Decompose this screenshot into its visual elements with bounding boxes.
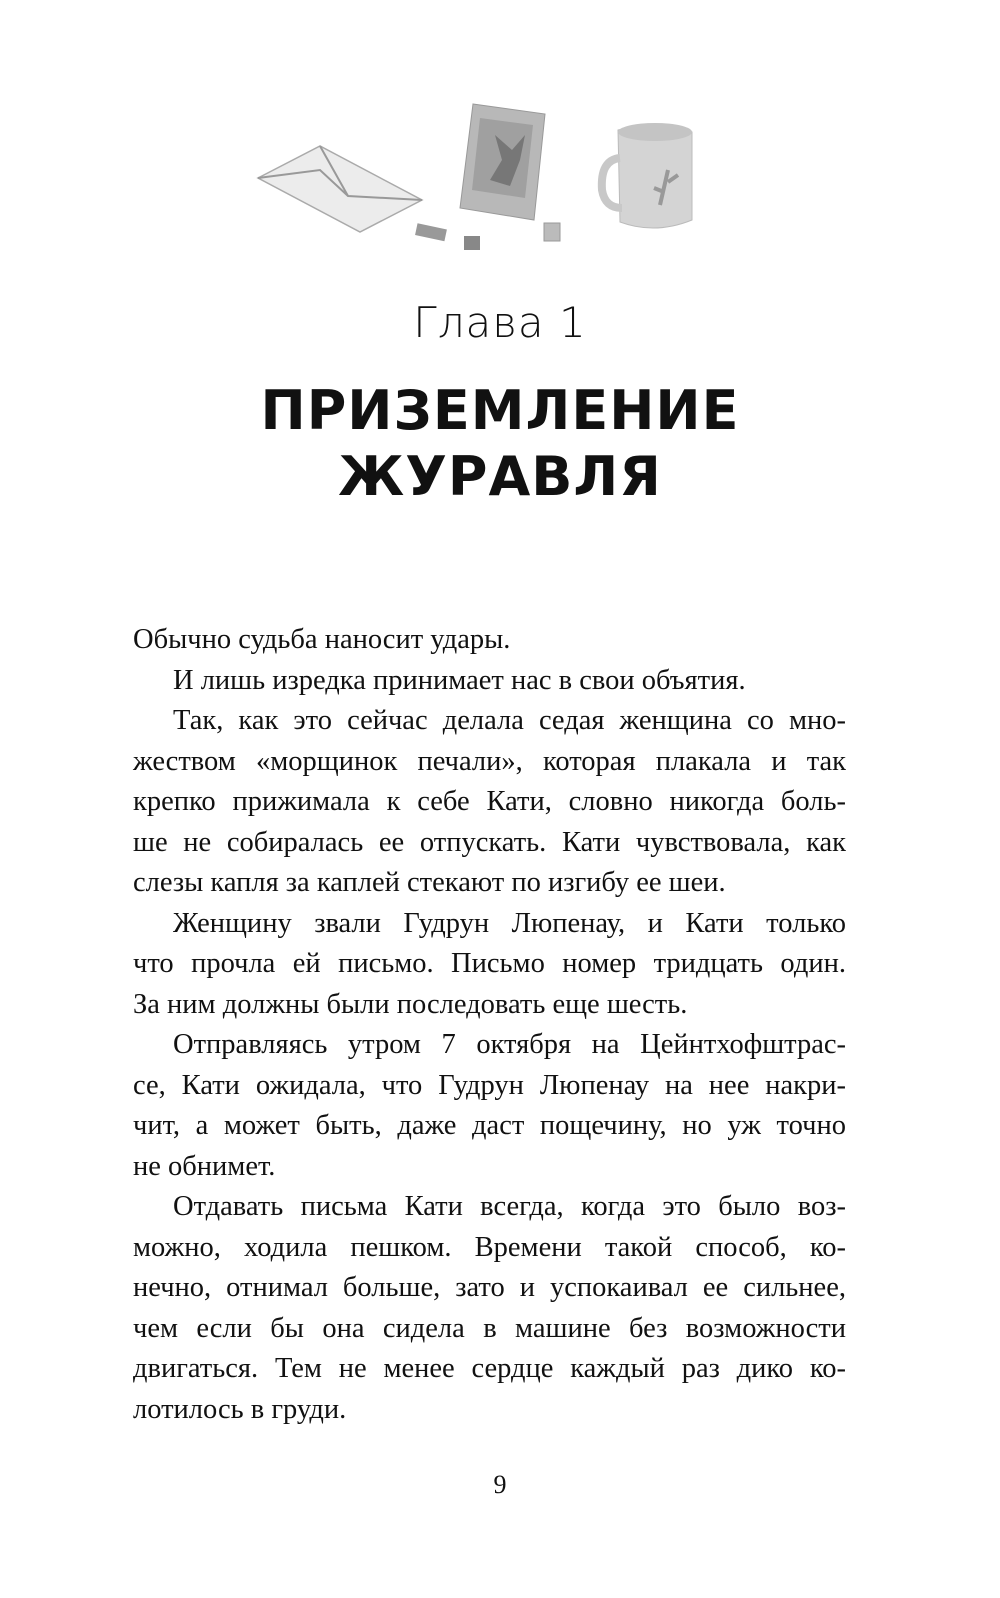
paragraph (133, 701, 846, 904)
text-line: лотилось в груди. (133, 1393, 347, 1425)
chapter-title (0, 378, 1000, 510)
text-line: Так, как это сейчас делала седая женщина со мно- (173, 705, 846, 736)
text-line: се, Кати ожидала, что Гудрун Люпенау на нее накри- (133, 1069, 846, 1101)
chapter-title-line: ЖУРАВЛЯ (338, 445, 662, 508)
chapter-number: Глава 1 (413, 298, 587, 347)
body-text (133, 620, 846, 1430)
mug-icon (602, 123, 692, 228)
paragraph (133, 661, 846, 702)
chapter-title-line: ПРИЗЕМЛЕНИЕ (260, 379, 740, 442)
paragraph (133, 1187, 846, 1430)
picture-frame-icon (460, 104, 545, 220)
text-line: нечно, отнимал больше, зато и успокаивал ее сильнее, (133, 1272, 846, 1303)
text-line: можно, ходила пешком. Времени такой способ, ко- (133, 1231, 846, 1263)
text-line: чем если бы она сидела в машине без возможности (133, 1312, 846, 1344)
small-items-icon (415, 223, 560, 250)
text-line: Отправляясь утром 7 октября на Цейнтхофштрас- (173, 1029, 846, 1060)
text-line: двигаться. Тем не менее сердце каждый раз дико ко- (133, 1353, 846, 1384)
text-line: чит, а может быть, даже даст пощечину, но уж точно (133, 1110, 846, 1141)
text-line: слезы капля за каплей стекают по изгибу ее шеи. (133, 867, 726, 898)
text-line: Обычно судьба наносит удары. (133, 624, 511, 655)
text-line: не обнимет. (133, 1150, 276, 1182)
text-line: Женщину звали Гудрун Люпенау, и Кати только (173, 907, 846, 939)
text-line: И лишь изредка принимает нас в свои объятия. (173, 664, 746, 696)
text-line: жеством «морщинок печали», которая плакала и так (133, 745, 846, 777)
text-line: Отдавать письма Кати всегда, когда это было воз- (173, 1191, 846, 1222)
chapter-illustration (240, 90, 740, 270)
text-line: ше не собиралась ее отпускать. Кати чувствовала, как (133, 826, 846, 858)
envelope-icon (258, 146, 422, 232)
page-number: 9 (493, 1470, 507, 1499)
paragraph (133, 1025, 846, 1187)
paragraph (133, 904, 846, 1026)
text-line: что прочла ей письмо. Письмо номер тридцать один. (133, 948, 846, 979)
paragraph (133, 620, 846, 661)
text-line: За ним должны были последовать еще шесть. (133, 988, 688, 1020)
text-line: крепко прижимала к себе Кати, словно никогда боль- (133, 786, 846, 817)
